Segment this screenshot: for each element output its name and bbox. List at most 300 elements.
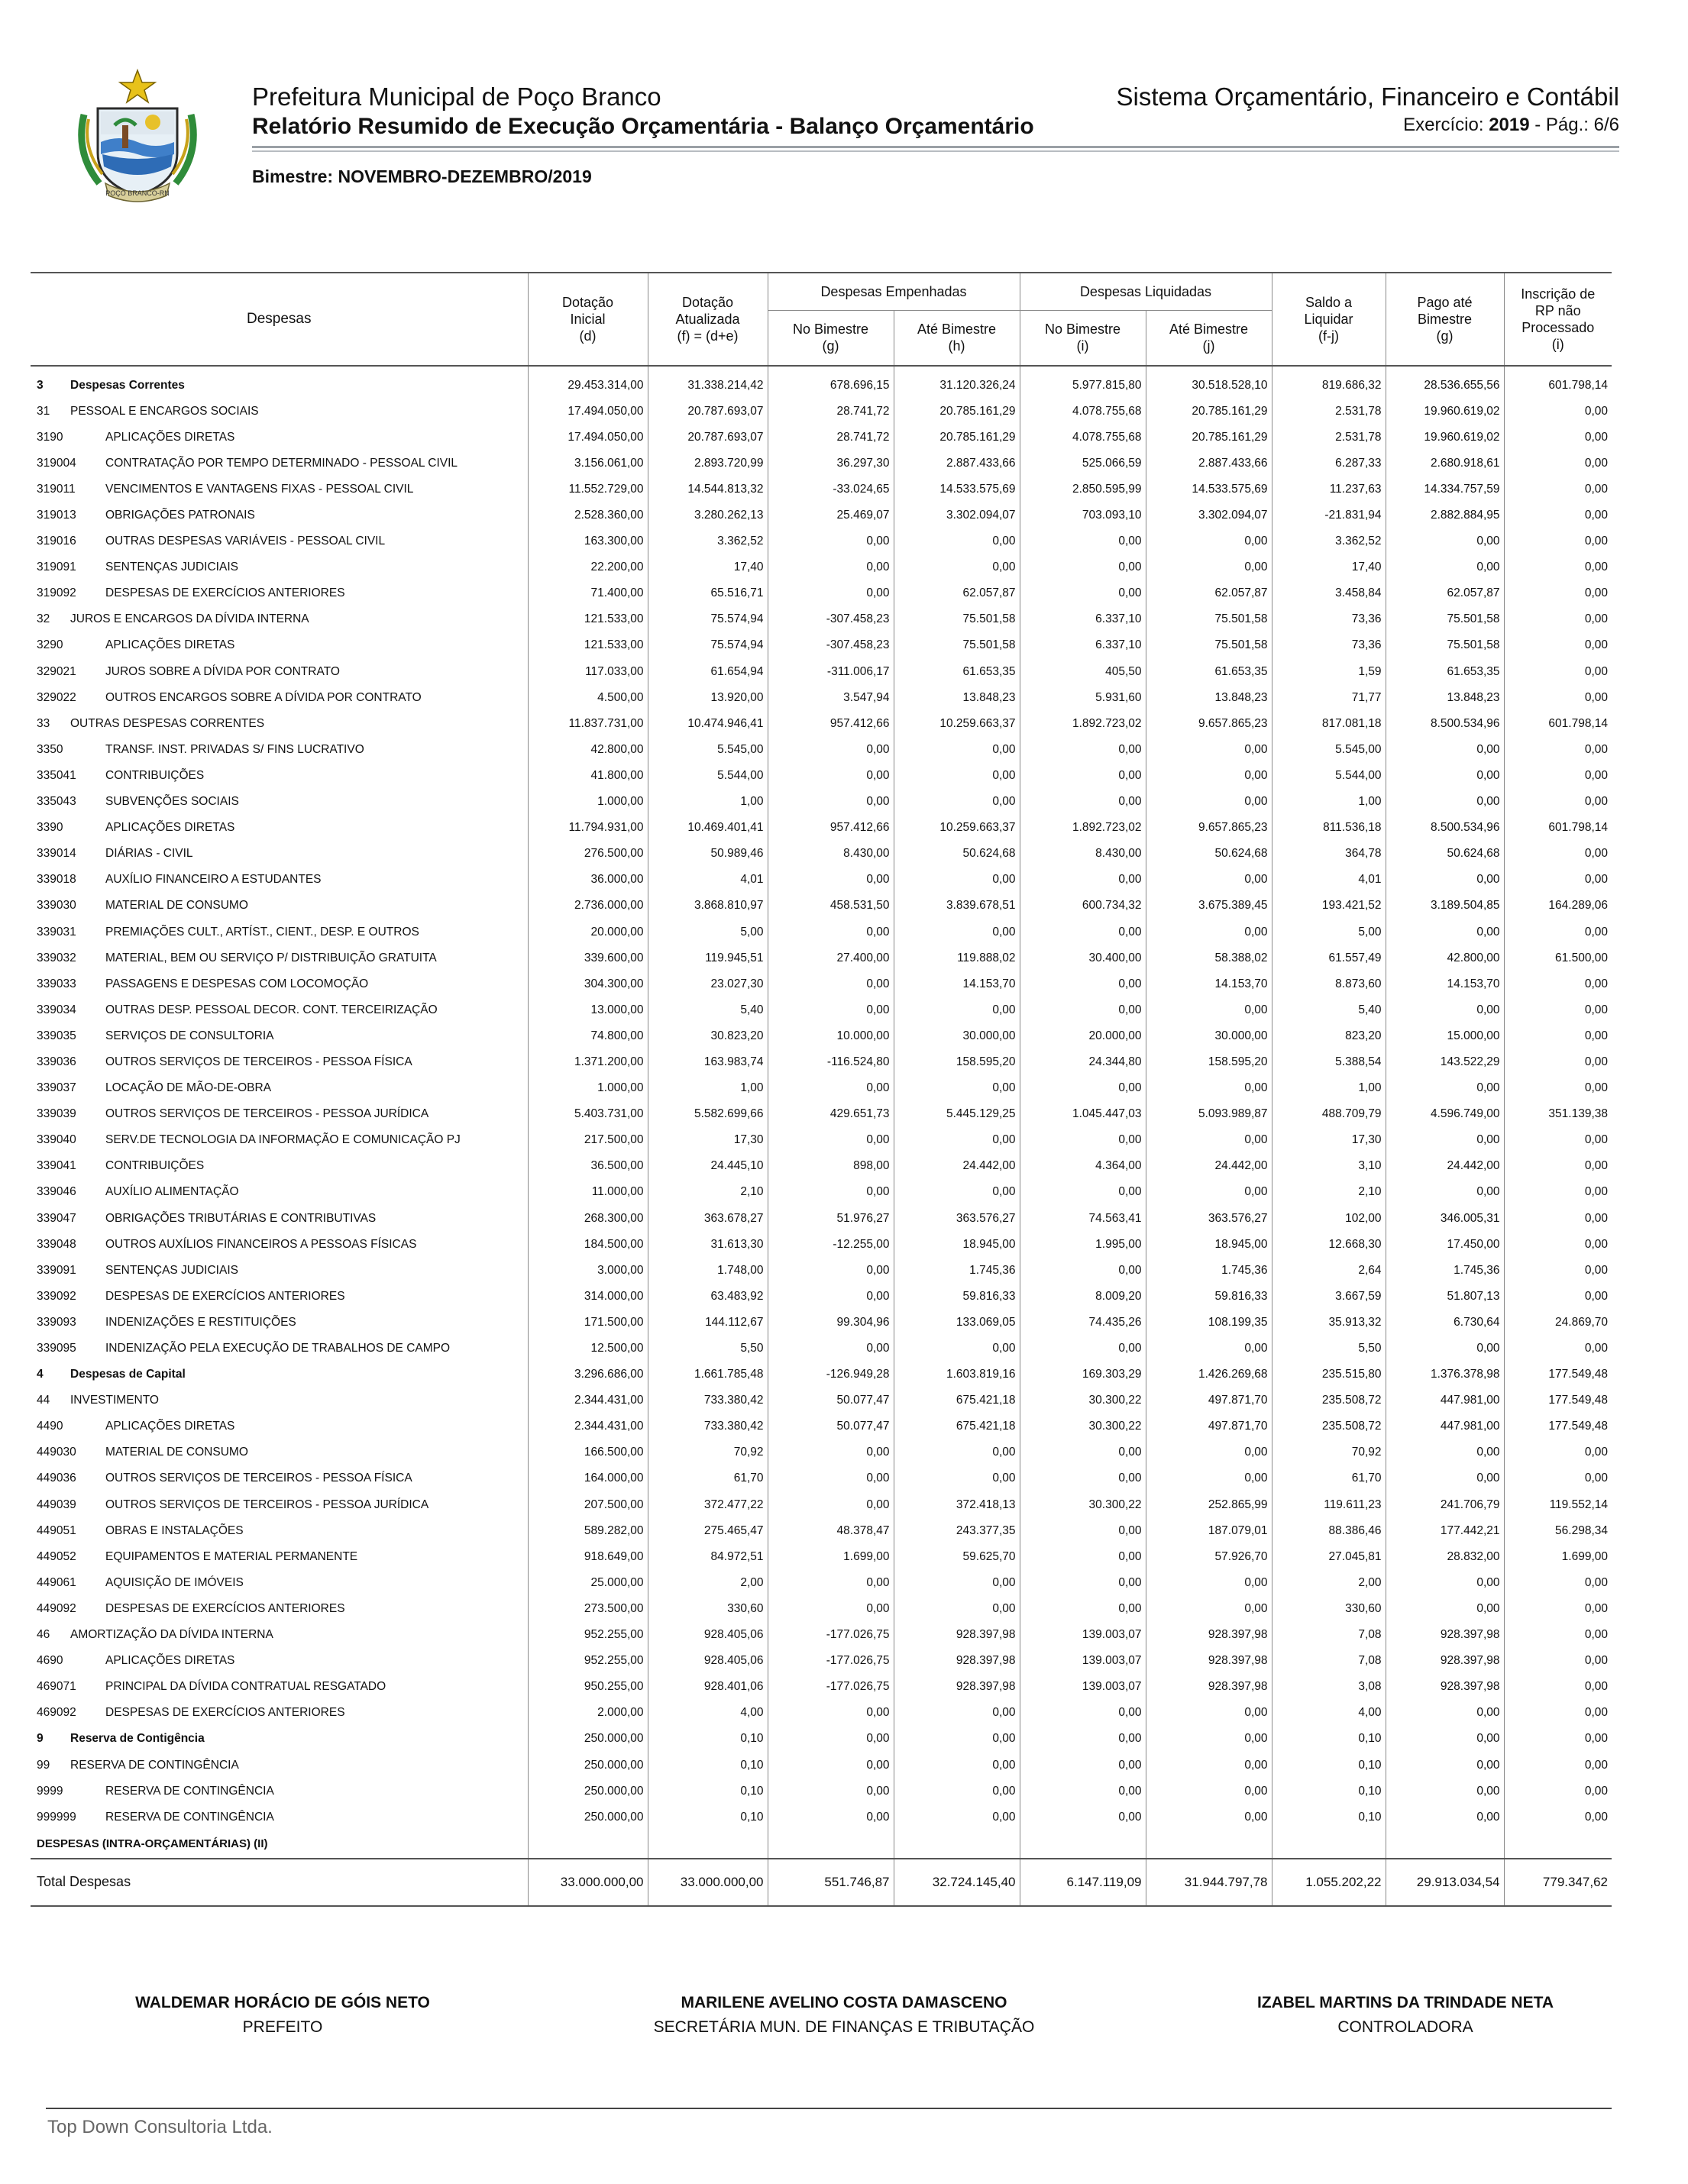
cell-dotacao-atualizada: 63.483,92 [648,1284,768,1310]
row-code: 999999 [37,1810,76,1824]
cell-emp-no-bimestre: 25.469,07 [768,502,894,528]
table-row [31,1075,1612,1101]
cell-inscricao-rp: 0,00 [1504,789,1612,815]
cell-emp-ate-bimestre: 0,00 [894,1465,1020,1491]
table-row [31,1101,1612,1127]
cell-pago-ate-bimestre: 0,00 [1386,1596,1504,1622]
cell-liq-no-bimestre: 5.977.815,80 [1020,366,1146,399]
cell-liq-ate-bimestre: 75.501,58 [1146,606,1272,632]
cell-dotacao-atualizada: 75.574,94 [648,606,768,632]
municipal-coat-of-arms-logo [69,69,206,206]
cell-emp-ate-bimestre: 675.421,18 [894,1413,1020,1439]
row-code: 3290 [37,638,63,652]
total-row [31,1859,1612,1906]
cell-liq-ate-bimestre: 1.426.269,68 [1146,1362,1272,1388]
cell-saldo-a-liquidar [1272,1830,1386,1859]
row-label: MATERIAL, BEM OU SERVIÇO P/ DISTRIBUIÇÃO GRATUITA [105,951,437,964]
cell-pago-ate-bimestre: 28.832,00 [1386,1544,1504,1570]
cell-emp-ate-bimestre: 1.603.819,16 [894,1362,1020,1388]
cell-emp-no-bimestre: 0,00 [768,1258,894,1284]
cell-emp-no-bimestre: 8.430,00 [768,841,894,867]
row-code: 339034 [37,1003,76,1016]
cell-liq-ate-bimestre: 108.199,35 [1146,1310,1272,1336]
cell-emp-ate-bimestre: 675.421,18 [894,1388,1020,1413]
row-description [31,893,528,919]
cell-dotacao-inicial: 71.400,00 [528,580,648,606]
cell-dotacao-atualizada: 13.920,00 [648,685,768,711]
row-description [31,451,528,477]
row-code: 329022 [37,690,76,704]
row-description [31,1179,528,1205]
cell-emp-ate-bimestre: 0,00 [894,1596,1020,1622]
row-code: 9 [37,1732,44,1746]
cell-dotacao-inicial: 184.500,00 [528,1232,648,1258]
row-label: DESPESAS DE EXERCÍCIOS ANTERIORES [105,586,345,600]
cell-dotacao-inicial: 276.500,00 [528,841,648,867]
row-description [31,1752,528,1778]
cell-emp-no-bimestre: -116.524,80 [768,1049,894,1075]
cell-pago-ate-bimestre: 346.005,31 [1386,1206,1504,1232]
cell-liq-ate-bimestre: 0,00 [1146,1075,1272,1101]
cell-emp-no-bimestre: 0,00 [768,971,894,997]
row-label: OBRAS E INSTALAÇÕES [105,1523,244,1537]
header-inscricao-rp: Inscrição de RP não Processado (i) [1504,273,1612,366]
cell-emp-ate-bimestre: 2.887.433,66 [894,451,1020,477]
cell-dotacao-atualizada: 20.787.693,07 [648,399,768,425]
cell-saldo-a-liquidar: 3.362,52 [1272,528,1386,554]
table-row [31,1153,1612,1179]
row-code: 339039 [37,1107,76,1121]
cell-saldo-a-liquidar: 235.508,72 [1272,1413,1386,1439]
cell-dotacao-inicial: 3.156.061,00 [528,451,648,477]
cell-pago-ate-bimestre: 6.730,64 [1386,1310,1504,1336]
row-label: DIÁRIAS - CIVIL [105,847,193,861]
row-label: AUXÍLIO ALIMENTAÇÃO [105,1185,239,1199]
cell-emp-no-bimestre: 0,00 [768,554,894,580]
row-code: 339030 [37,899,76,913]
cell-dotacao-inicial: 4.500,00 [528,685,648,711]
cell-emp-ate-bimestre: 0,00 [894,1439,1020,1465]
cell-dotacao-atualizada: 5,00 [648,919,768,945]
cell-emp-ate-bimestre: 0,00 [894,997,1020,1023]
cell-inscricao-rp: 0,00 [1504,1570,1612,1596]
cell-pago-ate-bimestre: 0,00 [1386,919,1504,945]
cell-liq-ate-bimestre: 62.057,87 [1146,580,1272,606]
cell-dotacao-inicial: 36.000,00 [528,867,648,893]
cell-liq-ate-bimestre: 61.653,35 [1146,659,1272,685]
total-inscricao-rp: 779.347,62 [1504,1859,1612,1906]
row-description [31,477,528,502]
signature-prefeito [69,1992,496,2040]
cell-emp-no-bimestre: 50.077,47 [768,1388,894,1413]
row-code: 3 [37,378,44,392]
cell-liq-no-bimestre: 4.078.755,68 [1020,425,1146,451]
table-row [31,1518,1612,1544]
cell-liq-no-bimestre: 600.734,32 [1020,893,1146,919]
cell-inscricao-rp: 351.139,38 [1504,1101,1612,1127]
cell-saldo-a-liquidar: 119.611,23 [1272,1492,1386,1518]
cell-inscricao-rp: 0,00 [1504,580,1612,606]
cell-dotacao-inicial: 250.000,00 [528,1779,648,1804]
cell-liq-ate-bimestre: 0,00 [1146,867,1272,893]
cell-dotacao-inicial: 207.500,00 [528,1492,648,1518]
cell-saldo-a-liquidar: 0,10 [1272,1779,1386,1804]
cell-liq-ate-bimestre: 0,00 [1146,763,1272,789]
cell-dotacao-atualizada: 2,10 [648,1179,768,1205]
cell-liq-ate-bimestre: 0,00 [1146,1752,1272,1778]
row-label: CONTRATAÇÃO POR TEMPO DETERMINADO - PESSOAL CIVIL [105,456,458,470]
cell-emp-ate-bimestre: 0,00 [894,1752,1020,1778]
cell-pago-ate-bimestre: 3.189.504,85 [1386,893,1504,919]
cell-saldo-a-liquidar: 4,00 [1272,1700,1386,1726]
table-row [31,1674,1612,1700]
table-row [31,1336,1612,1362]
cell-liq-ate-bimestre: 20.785.161,29 [1146,399,1272,425]
cell-pago-ate-bimestre: 14.153,70 [1386,971,1504,997]
cell-saldo-a-liquidar: 193.421,52 [1272,893,1386,919]
cell-dotacao-inicial: 2.344.431,00 [528,1388,648,1413]
row-description [31,971,528,997]
row-description [31,1206,528,1232]
cell-saldo-a-liquidar: 5,00 [1272,919,1386,945]
row-label: OUTROS SERVIÇOS DE TERCEIROS - PESSOA FÍSICA [105,1472,412,1485]
cell-inscricao-rp: 0,00 [1504,554,1612,580]
exercise-label: Exercício: [1403,115,1484,135]
cell-emp-ate-bimestre: 14.533.575,69 [894,477,1020,502]
cell-emp-no-bimestre: 0,00 [768,528,894,554]
row-description [31,366,528,399]
header-pago-ate-bimestre: Pago até Bimestre (g) [1386,273,1504,366]
cell-inscricao-rp: 177.549,48 [1504,1413,1612,1439]
cell-dotacao-atualizada: 1.748,00 [648,1258,768,1284]
header-despesas: Despesas [31,273,528,366]
header-despesas-empenhadas: Despesas Empenhadas [768,273,1020,311]
cell-saldo-a-liquidar: 88.386,46 [1272,1518,1386,1544]
cell-dotacao-atualizada: 733.380,42 [648,1388,768,1413]
cell-liq-no-bimestre: 0,00 [1020,554,1146,580]
cell-emp-no-bimestre: -177.026,75 [768,1674,894,1700]
cell-saldo-a-liquidar: 235.508,72 [1272,1388,1386,1413]
cell-liq-no-bimestre: 4.078.755,68 [1020,399,1146,425]
cell-inscricao-rp: 0,00 [1504,606,1612,632]
cell-dotacao-atualizada: 928.405,06 [648,1648,768,1674]
cell-emp-ate-bimestre: 119.888,02 [894,945,1020,971]
cell-saldo-a-liquidar: 27.045,81 [1272,1544,1386,1570]
cell-saldo-a-liquidar: 0,10 [1272,1752,1386,1778]
signatory-name: IZABEL MARTINS DA TRINDADE NETA [1256,1994,1554,2011]
table-row [31,1544,1612,1570]
cell-dotacao-atualizada: 17,30 [648,1127,768,1153]
table-row [31,841,1612,867]
row-label: SERV.DE TECNOLOGIA DA INFORMAÇÃO E COMUNICAÇÃO PJ [105,1133,461,1147]
cell-emp-ate-bimestre: 0,00 [894,1779,1020,1804]
cell-dotacao-atualizada: 23.027,30 [648,971,768,997]
cell-dotacao-inicial: 17.494.050,00 [528,399,648,425]
cell-dotacao-inicial: 314.000,00 [528,1284,648,1310]
cell-saldo-a-liquidar: 17,40 [1272,554,1386,580]
cell-pago-ate-bimestre: 177.442,21 [1386,1518,1504,1544]
cell-liq-ate-bimestre: 0,00 [1146,789,1272,815]
cell-inscricao-rp: 0,00 [1504,997,1612,1023]
cell-saldo-a-liquidar: 12.668,30 [1272,1232,1386,1258]
cell-pago-ate-bimestre: 928.397,98 [1386,1622,1504,1648]
cell-liq-ate-bimestre: 75.501,58 [1146,632,1272,658]
row-description [31,841,528,867]
cell-saldo-a-liquidar: 0,10 [1272,1726,1386,1752]
cell-emp-ate-bimestre: 14.153,70 [894,971,1020,997]
table-row [31,580,1612,606]
cell-emp-no-bimestre: 0,00 [768,867,894,893]
cell-emp-ate-bimestre: 75.501,58 [894,606,1020,632]
cell-pago-ate-bimestre: 0,00 [1386,1075,1504,1101]
footer-divider [46,2108,1612,2109]
row-code: 3350 [37,742,63,756]
intra-budget-label: DESPESAS (INTRA-ORÇAMENTÁRIAS) (II) [31,1830,528,1859]
cell-emp-ate-bimestre: 158.595,20 [894,1049,1020,1075]
cell-dotacao-inicial: 41.800,00 [528,763,648,789]
cell-inscricao-rp: 0,00 [1504,867,1612,893]
row-label: AMORTIZAÇÃO DA DÍVIDA INTERNA [70,1628,273,1642]
cell-liq-ate-bimestre: 0,00 [1146,1700,1272,1726]
cell-liq-no-bimestre: 0,00 [1020,1570,1146,1596]
cell-inscricao-rp: 0,00 [1504,1258,1612,1284]
cell-dotacao-inicial: 11.000,00 [528,1179,648,1205]
cell-saldo-a-liquidar: 235.515,80 [1272,1362,1386,1388]
row-code: 339036 [37,1055,76,1068]
cell-inscricao-rp: 0,00 [1504,1700,1612,1726]
cell-inscricao-rp: 0,00 [1504,477,1612,502]
cell-emp-no-bimestre: 27.400,00 [768,945,894,971]
cell-emp-no-bimestre: 0,00 [768,1779,894,1804]
row-code: 449051 [37,1523,76,1537]
cell-dotacao-inicial: 250.000,00 [528,1726,648,1752]
row-code: 46 [37,1628,50,1642]
row-description [31,1674,528,1700]
cell-saldo-a-liquidar: 5.545,00 [1272,737,1386,763]
cell-inscricao-rp: 0,00 [1504,451,1612,477]
row-description [31,945,528,971]
row-code: 4 [37,1368,44,1381]
row-description [31,502,528,528]
cell-emp-ate-bimestre: 243.377,35 [894,1518,1020,1544]
cell-liq-no-bimestre: 525.066,59 [1020,451,1146,477]
row-code: 319013 [37,509,76,522]
signatory-role: CONTROLADORA [1337,2018,1473,2036]
cell-saldo-a-liquidar: 71,77 [1272,685,1386,711]
cell-liq-ate-bimestre: 928.397,98 [1146,1622,1272,1648]
row-code: 339093 [37,1315,76,1329]
cell-pago-ate-bimestre: 28.536.655,56 [1386,366,1504,399]
signatory-role: SECRETÁRIA MUN. DE FINANÇAS E TRIBUTAÇÃO [653,2018,1035,2036]
cell-dotacao-atualizada: 75.574,94 [648,632,768,658]
row-label: CONTRIBUIÇÕES [105,1159,205,1173]
cell-liq-no-bimestre: 74.563,41 [1020,1206,1146,1232]
cell-dotacao-inicial: 42.800,00 [528,737,648,763]
table-row [31,893,1612,919]
cell-liq-ate-bimestre: 0,00 [1146,528,1272,554]
cell-liq-ate-bimestre: 0,00 [1146,997,1272,1023]
exercise-and-page [1117,111,1619,139]
table-row [31,1648,1612,1674]
cell-emp-ate-bimestre: 0,00 [894,1726,1020,1752]
table-row [31,1127,1612,1153]
cell-saldo-a-liquidar: 1,59 [1272,659,1386,685]
cell-liq-no-bimestre: 139.003,07 [1020,1648,1146,1674]
cell-dotacao-inicial: 20.000,00 [528,919,648,945]
cell-dotacao-inicial: 117.033,00 [528,659,648,685]
cell-liq-ate-bimestre: 14.533.575,69 [1146,477,1272,502]
row-code: 4490 [37,1420,63,1433]
cell-liq-ate-bimestre: 928.397,98 [1146,1674,1272,1700]
cell-saldo-a-liquidar: 2,10 [1272,1179,1386,1205]
cell-emp-no-bimestre: 0,00 [768,1804,894,1830]
cell-dotacao-inicial: 304.300,00 [528,971,648,997]
cell-liq-ate-bimestre: 18.945,00 [1146,1232,1272,1258]
row-label: PREMIAÇÕES CULT., ARTÍST., CIENT., DESP. E OUTROS [105,925,419,939]
svg-text:POÇO BRANCO-RN: POÇO BRANCO-RN [105,189,170,197]
cell-pago-ate-bimestre: 143.522,29 [1386,1049,1504,1075]
cell-liq-no-bimestre: 0,00 [1020,1752,1146,1778]
cell-dotacao-atualizada: 363.678,27 [648,1206,768,1232]
cell-emp-ate-bimestre: 928.397,98 [894,1648,1020,1674]
cell-liq-no-bimestre [1020,1830,1146,1859]
system-name: Sistema Orçamentário, Financeiro e Contábil [1116,82,1619,111]
cell-liq-no-bimestre: 0,00 [1020,789,1146,815]
row-code: 449036 [37,1472,76,1485]
cell-saldo-a-liquidar: 5,50 [1272,1336,1386,1362]
cell-dotacao-inicial: 952.255,00 [528,1622,648,1648]
cell-inscricao-rp: 0,00 [1504,685,1612,711]
table-row [31,1310,1612,1336]
cell-dotacao-atualizada: 5,40 [648,997,768,1023]
cell-dotacao-inicial: 164.000,00 [528,1465,648,1491]
cell-liq-ate-bimestre: 0,00 [1146,1439,1272,1465]
cell-pago-ate-bimestre: 8.500.534,96 [1386,815,1504,841]
row-description [31,763,528,789]
cell-pago-ate-bimestre: 61.653,35 [1386,659,1504,685]
cell-saldo-a-liquidar: -21.831,94 [1272,502,1386,528]
table-row [31,997,1612,1023]
row-label: RESERVA DE CONTINGÊNCIA [105,1810,274,1824]
cell-dotacao-inicial: 268.300,00 [528,1206,648,1232]
cell-inscricao-rp: 0,00 [1504,1596,1612,1622]
row-code: 339041 [37,1159,76,1173]
cell-inscricao-rp: 0,00 [1504,737,1612,763]
cell-liq-no-bimestre: 8.430,00 [1020,841,1146,867]
row-code: 3390 [37,821,63,835]
cell-emp-no-bimestre: 28.741,72 [768,399,894,425]
cell-liq-ate-bimestre [1146,1830,1272,1859]
cell-dotacao-inicial: 25.000,00 [528,1570,648,1596]
exercise-year: 2019 [1489,115,1530,135]
cell-saldo-a-liquidar: 823,20 [1272,1023,1386,1049]
cell-liq-no-bimestre: 0,00 [1020,1465,1146,1491]
cell-pago-ate-bimestre: 15.000,00 [1386,1023,1504,1049]
row-label: SENTENÇAS JUDICIAIS [105,1263,238,1277]
table-row [31,711,1612,737]
table-row [31,1752,1612,1778]
row-description [31,919,528,945]
cell-liq-ate-bimestre: 0,00 [1146,1179,1272,1205]
cell-liq-no-bimestre: 139.003,07 [1020,1674,1146,1700]
row-code: 4690 [37,1654,63,1668]
cell-emp-no-bimestre: 36.297,30 [768,451,894,477]
cell-emp-no-bimestre: 0,00 [768,737,894,763]
cell-liq-ate-bimestre: 14.153,70 [1146,971,1272,997]
table-row [31,1465,1612,1491]
table-row [31,502,1612,528]
cell-liq-no-bimestre: 30.300,22 [1020,1492,1146,1518]
cell-liq-no-bimestre: 0,00 [1020,1726,1146,1752]
cell-liq-no-bimestre: 30.300,22 [1020,1413,1146,1439]
cell-emp-no-bimestre: 957.412,66 [768,711,894,737]
cell-saldo-a-liquidar: 330,60 [1272,1596,1386,1622]
table-row [31,1492,1612,1518]
cell-liq-ate-bimestre: 57.926,70 [1146,1544,1272,1570]
cell-emp-ate-bimestre: 61.653,35 [894,659,1020,685]
cell-inscricao-rp: 0,00 [1504,1726,1612,1752]
row-label: PESSOAL E ENCARGOS SOCIAIS [70,404,259,418]
row-code: 449039 [37,1497,76,1511]
cell-dotacao-atualizada: 4,01 [648,867,768,893]
cell-dotacao-inicial: 163.300,00 [528,528,648,554]
row-code: 32 [37,612,50,626]
cell-emp-no-bimestre: 0,00 [768,1284,894,1310]
cell-inscricao-rp [1504,1830,1612,1859]
cell-dotacao-atualizada: 61,70 [648,1465,768,1491]
cell-inscricao-rp: 0,00 [1504,1779,1612,1804]
cell-saldo-a-liquidar: 102,00 [1272,1206,1386,1232]
cell-dotacao-atualizada: 5.545,00 [648,737,768,763]
row-description [31,1779,528,1804]
cell-emp-no-bimestre: 898,00 [768,1153,894,1179]
row-label: OUTROS AUXÍLIOS FINANCEIROS A PESSOAS FÍSICAS [105,1237,417,1251]
cell-emp-no-bimestre: 0,00 [768,763,894,789]
cell-pago-ate-bimestre: 241.706,79 [1386,1492,1504,1518]
cell-emp-ate-bimestre: 20.785.161,29 [894,399,1020,425]
row-label: Reserva de Contigência [70,1732,205,1746]
cell-emp-ate-bimestre: 18.945,00 [894,1232,1020,1258]
cell-emp-ate-bimestre: 62.057,87 [894,580,1020,606]
header-despesas-liquidadas: Despesas Liquidadas [1020,273,1272,311]
cell-inscricao-rp: 0,00 [1504,1127,1612,1153]
row-label: DESPESAS DE EXERCÍCIOS ANTERIORES [105,1601,345,1615]
cell-liq-no-bimestre: 4.364,00 [1020,1153,1146,1179]
row-description [31,867,528,893]
row-description [31,632,528,658]
cell-inscricao-rp: 177.549,48 [1504,1388,1612,1413]
cell-inscricao-rp: 601.798,14 [1504,366,1612,399]
cell-pago-ate-bimestre [1386,1830,1504,1859]
table-row [31,451,1612,477]
table-row [31,366,1612,399]
signature-controladora [1192,1992,1619,2040]
cell-saldo-a-liquidar: 2,64 [1272,1258,1386,1284]
cell-liq-no-bimestre: 0,00 [1020,867,1146,893]
cell-emp-no-bimestre: 0,00 [768,1336,894,1362]
row-description [31,425,528,451]
row-label: PASSAGENS E DESPESAS COM LOCOMOÇÃO [105,977,369,990]
cell-saldo-a-liquidar: 2.531,78 [1272,425,1386,451]
row-label: JUROS SOBRE A DÍVIDA POR CONTRATO [105,664,340,678]
cell-pago-ate-bimestre: 62.057,87 [1386,580,1504,606]
row-code: 339037 [37,1081,76,1095]
table-row [31,1284,1612,1310]
cell-emp-ate-bimestre: 50.624,68 [894,841,1020,867]
table-row [31,1232,1612,1258]
cell-emp-ate-bimestre: 20.785.161,29 [894,425,1020,451]
cell-inscricao-rp: 24.869,70 [1504,1310,1612,1336]
